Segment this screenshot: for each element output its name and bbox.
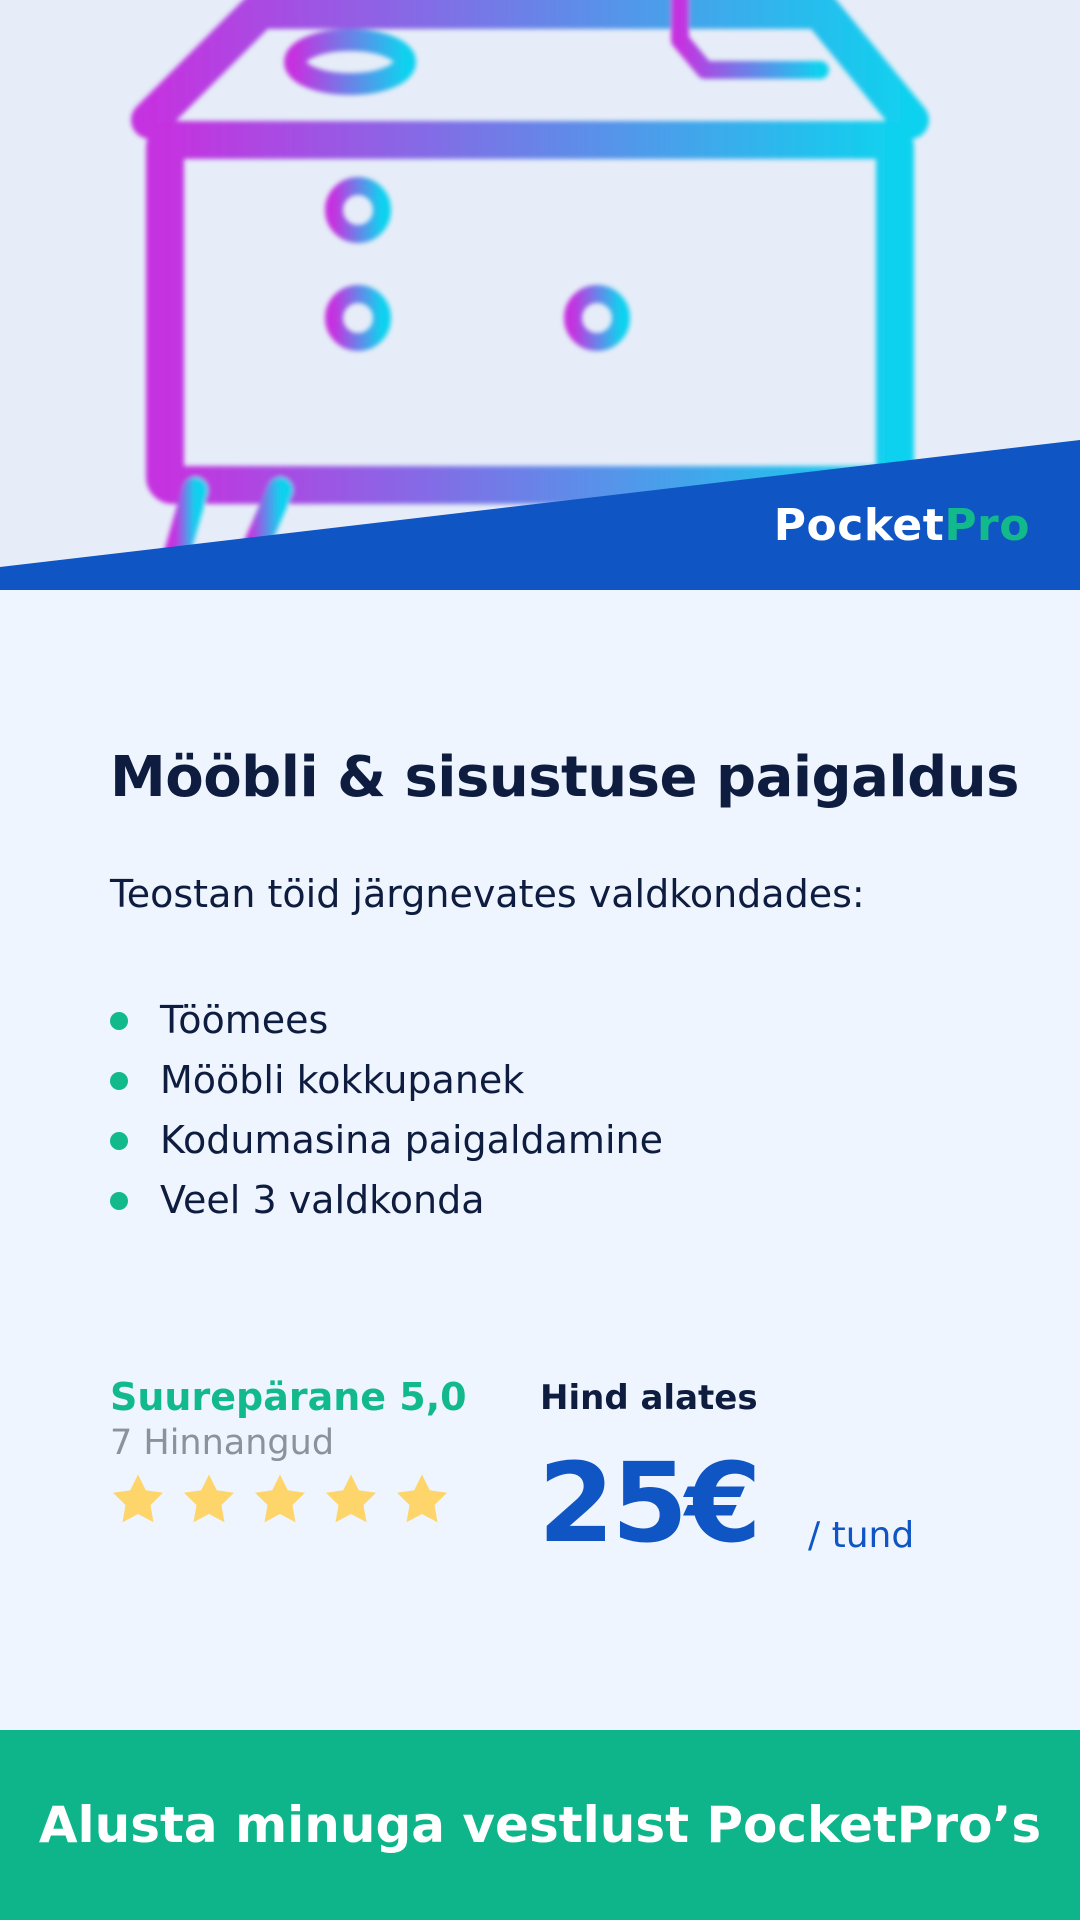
star-icon	[179, 1470, 239, 1530]
list-item	[110, 990, 663, 1050]
star-icon	[392, 1470, 452, 1530]
price-value: 25€	[538, 1439, 759, 1567]
service-title: Mööbli & sisustuse paigaldus	[110, 745, 1019, 810]
hero-banner	[0, 0, 1080, 590]
star-icon	[108, 1470, 168, 1530]
bullet-dot	[110, 1192, 128, 1210]
start-chat-button[interactable]	[0, 1730, 1080, 1920]
service-areas-list	[110, 990, 663, 1230]
rating-label: Suurepärane 5,0	[110, 1375, 467, 1419]
list-item-label: Kodumasina paigaldamine	[160, 1118, 663, 1162]
list-item	[110, 1170, 663, 1230]
pocketpro-logo	[774, 500, 1030, 551]
price-label: Hind alates	[540, 1378, 758, 1418]
logo-part-1: Pocket	[773, 500, 945, 551]
star-icon	[321, 1470, 381, 1530]
list-item-label: Mööbli kokkupanek	[160, 1058, 525, 1102]
price-unit: / tund	[808, 1515, 915, 1556]
star-rating	[108, 1470, 452, 1530]
list-item-label: Töömees	[160, 998, 329, 1042]
list-item	[110, 1110, 663, 1170]
start-chat-button-label: Alusta minuga vestlust PocketPro’s	[38, 1796, 1042, 1854]
list-item-label: Veel 3 valdkonda	[160, 1178, 485, 1222]
bullet-dot	[110, 1132, 128, 1150]
rating-count: 7 Hinnangud	[110, 1423, 335, 1463]
service-intro: Teostan töid järgnevates valdkondades:	[110, 872, 865, 916]
star-icon	[250, 1470, 310, 1530]
bullet-dot	[110, 1072, 128, 1090]
logo-part-2: Pro	[944, 500, 1030, 551]
list-item	[110, 1050, 663, 1110]
bullet-dot	[110, 1012, 128, 1030]
